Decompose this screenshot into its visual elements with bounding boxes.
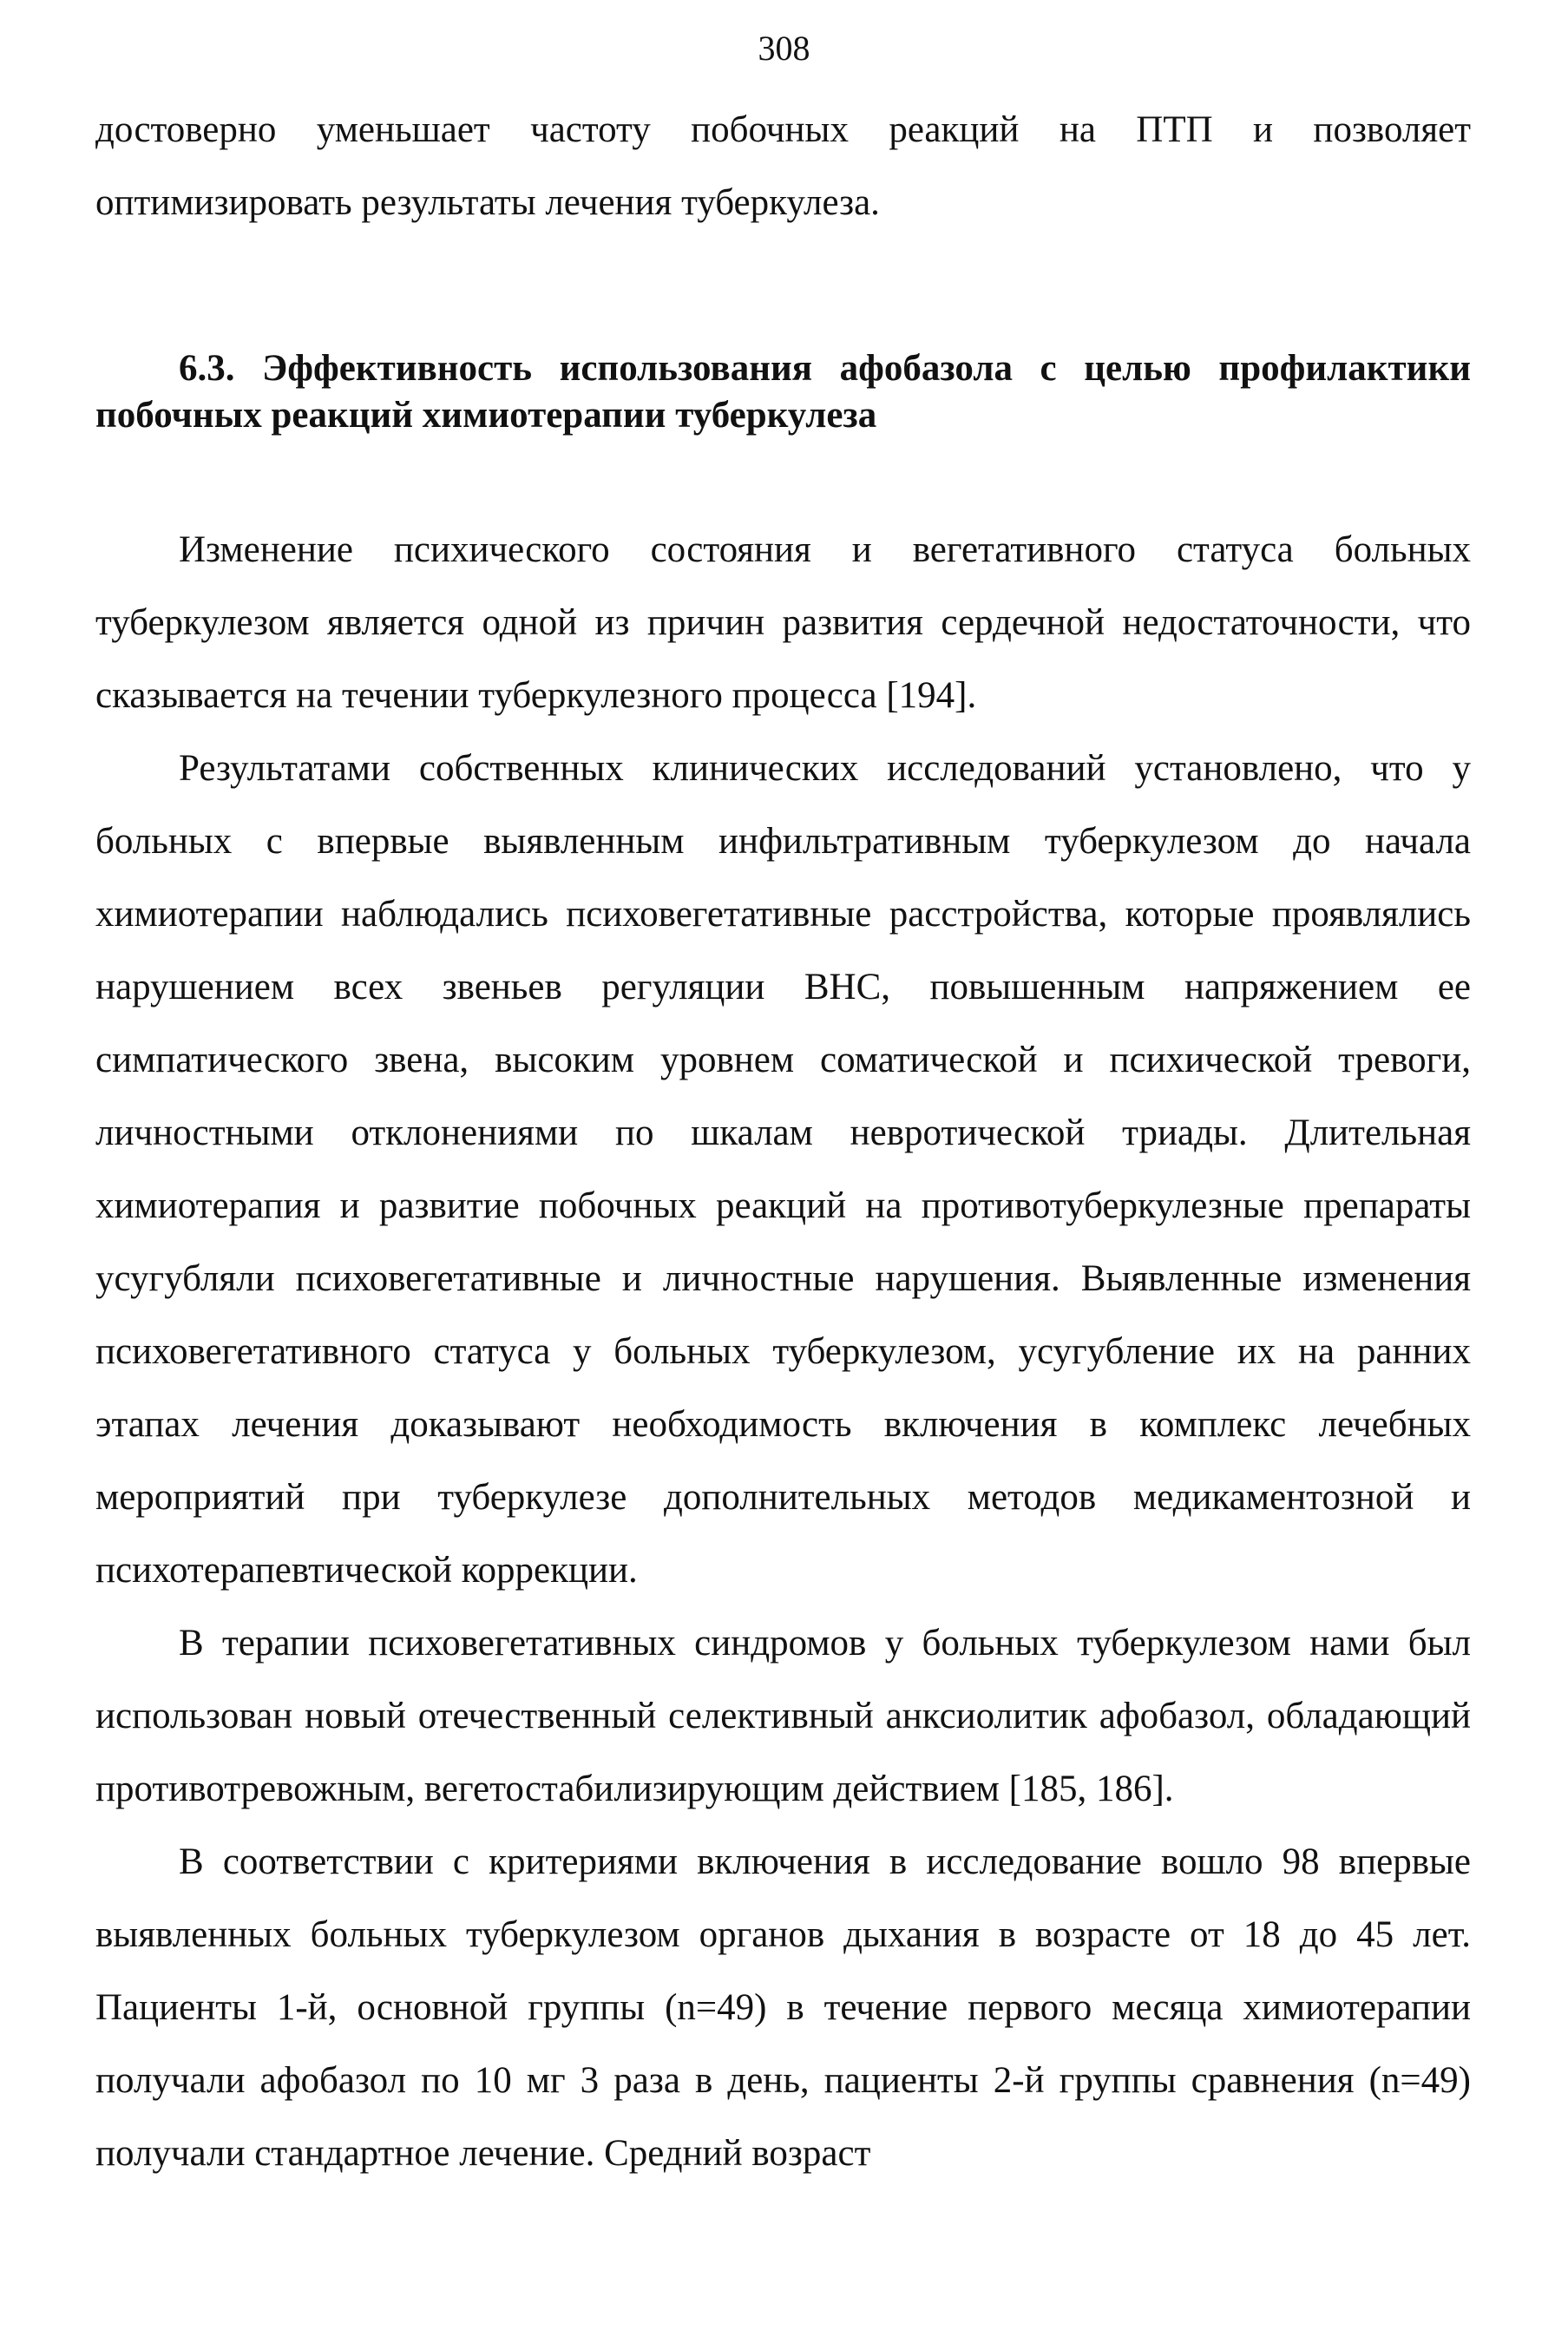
paragraph-1: Изменение психического состояния и вегетативного статуса больных туберкулезом является одной из причин развития сердечной недостаточности, что сказывается на течении туберкулезного процесса [194]. <box>95 529 1471 716</box>
paragraph-2: Результатами собственных клинических исследований установлено, что у больных с впервые выявленным инфильтративным туберкулезом до начала химиотерапии наблюдались психовегетативные расстройства, которые проявлялись нарушением всех звеньев регуляции ВНС, повышенным напряжением ее симпатического звена, высоким уровнем соматической и психической тревоги, личностными отклонениями по шкалам невротической триады. Длительная химиотерапия и развитие побочных реакций на противотуберкулезные препараты усугубляли психовегетативные и личностные нарушения. Выявленные изменения психовегетативного статуса у больных туберкулезом, усугубление их на ранних этапах лечения доказывают необходимость включения в комплекс лечебных мероприятий при туберкулезе дополнительных методов медикаментозной и психотерапевтической коррекции. <box>95 748 1471 1591</box>
page-number: 308 <box>758 29 810 68</box>
section-heading: 6.3. Эффективность использования афобазола с целью профилактики побочных реакций химиотерапии туберкулеза <box>95 348 1471 436</box>
paragraph-4: В соответствии с критериями включения в исследование вошло 98 впервые выявленных больных туберкулезом органов дыхания в возрасте от 18 до 45 лет. Пациенты 1-й, основной группы (n=49) в течение первого месяца химиотерапии получали афобазол по 10 мг 3 раза в день, пациенты 2-й группы сравнения (n=49) получали стандартное лечение. Средний возраст <box>95 1841 1471 2174</box>
document-page <box>95 94 1471 2190</box>
paragraph-3: В терапии психовегетативных синдромов у больных туберкулезом нами был использован новый отечественный селективный анксиолитик афобазол, обладающий противотревожным, вегетостабилизирующим действием [185, 186]. <box>95 1623 1471 1809</box>
intro-paragraph: достоверно уменьшает частоту побочных реакций на ПТП и позволяет оптимизировать результаты лечения туберкулеза. <box>95 109 1471 223</box>
